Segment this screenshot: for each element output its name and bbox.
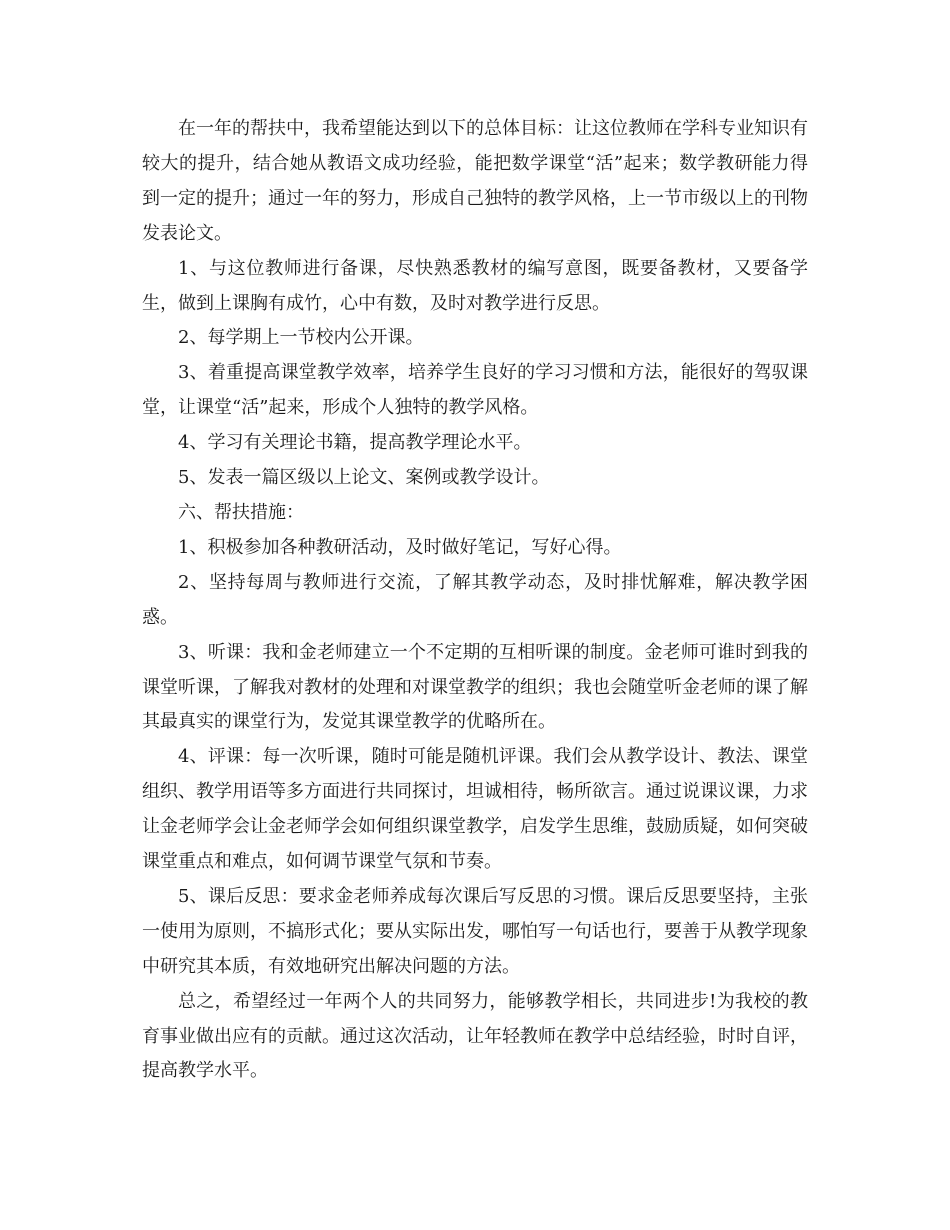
document-body: [142, 112, 808, 1089]
paragraph-item-1: 1、与这位教师进行备课，尽快熟悉教材的编写意图，既要备教材，又要备学生，做到上课胸有成竹，心中有数，及时对教学进行反思。: [142, 257, 808, 314]
paragraph-measure-1: 1、积极参加各种教研活动，及时做好笔记，写好心得。: [178, 536, 622, 558]
paragraph-measure-3: 3、听课：我和金老师建立一个不定期的互相听课的制度。金老师可谁时到我的课堂听课，了解我对教材的处理和对课堂教学的组织；我也会随堂听金老师的课了解其最真实的课堂行为，发觉其课堂教学的优略所在。: [142, 641, 808, 733]
paragraph-measure-2: 2、坚持每周与教师进行交流，了解其教学动态，及时排忧解难，解决教学困惑。: [142, 571, 808, 628]
paragraph-item-2: 2、每学期上一节校内公开课。: [178, 327, 424, 349]
section-heading-measures: 六、帮扶措施：: [178, 501, 304, 523]
paragraph-measure-4: 4、评课：每一次听课，随时可能是随机评课。我们会从教学设计、教法、课堂组织、教学用语等多方面进行共同探讨，坦诚相待，畅所欲言。通过说课议课，力求让金老师学会让金老师学会如何组织课堂教学，启发学生思维，鼓励质疑，如何突破课堂重点和难点，如何调节课堂气氛和节奏。: [142, 746, 808, 873]
paragraph-measure-5: 5、课后反思：要求金老师养成每次课后写反思的习惯。课后反思要坚持，主张一使用为原则，不搞形式化；要从实际出发，哪怕写一句话也行，要善于从教学现象中研究其本质，有效地研究出解决问题的方法。: [142, 885, 808, 977]
paragraph-conclusion: 总之，希望经过一年两个人的共同努力，能够教学相长，共同进步!为我校的教育事业做出应有的贡献。通过这次活动，让年轻教师在教学中总结经验，时时自评，提高教学水平。: [142, 990, 808, 1082]
paragraph-item-5: 5、发表一篇区级以上论文、案例或教学设计。: [178, 467, 550, 489]
paragraph-item-3: 3、着重提高课堂教学效率，培养学生良好的学习习惯和方法，能很好的驾驭课堂，让课堂“活”起来，形成个人独特的教学风格。: [142, 362, 808, 419]
paragraph-item-4: 4、学习有关理论书籍，提高教学理论水平。: [178, 432, 532, 454]
paragraph-goals: 在一年的帮扶中，我希望能达到以下的总体目标：让这位教师在学科专业知识有较大的提升，结合她从教语文成功经验，能把数学课堂“活”起来；数学教研能力得到一定的提升；通过一年的努力，形成自己独特的教学风格，上一节市级以上的刊物发表论文。: [142, 118, 808, 244]
